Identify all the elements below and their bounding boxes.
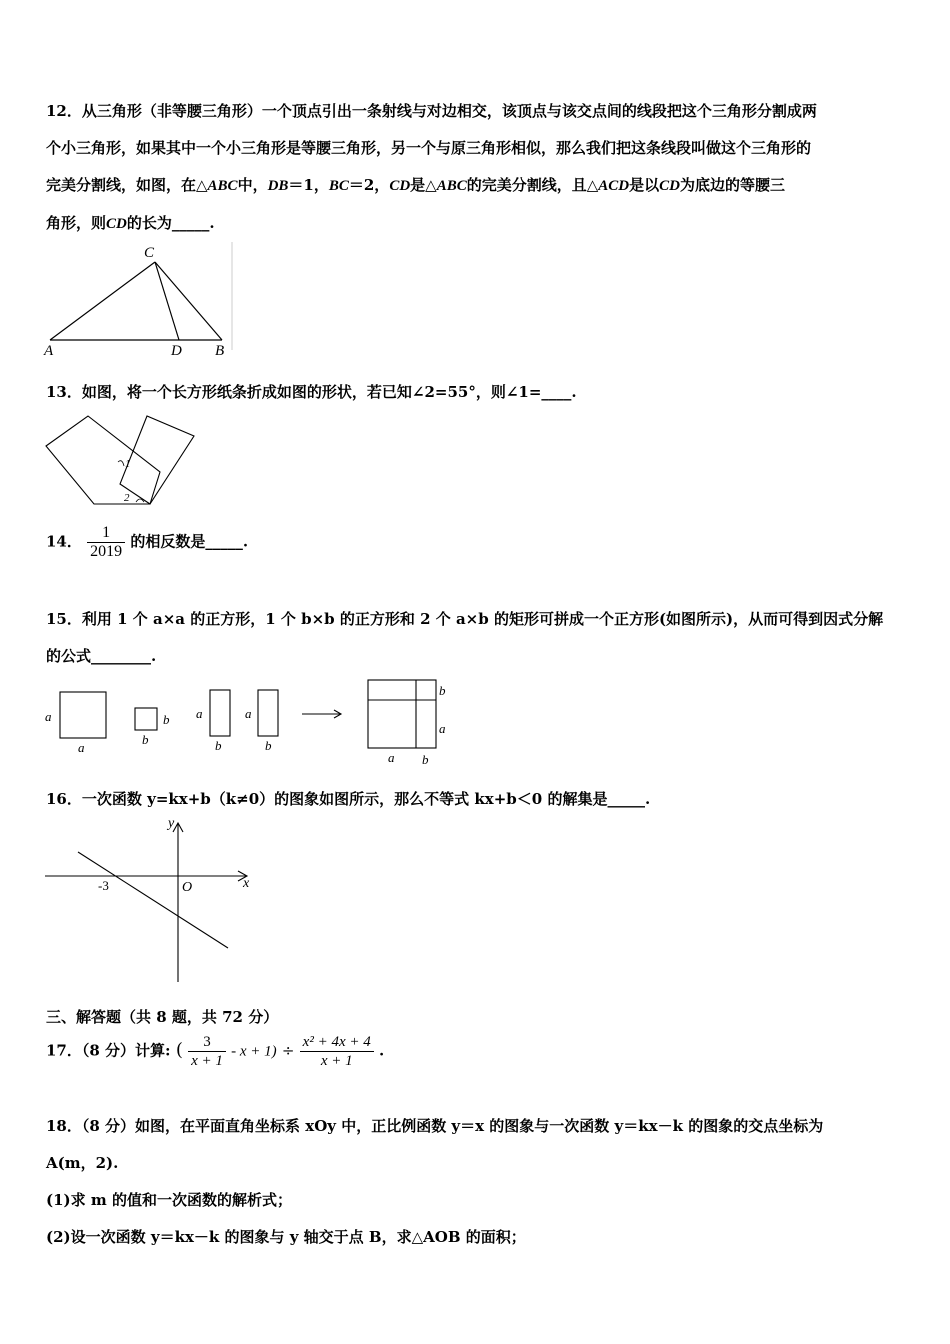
question-12 [46,93,914,243]
question-17: 17．（8 分）计算: ( $\frac{3}{x + 1}$ - x + 1) ÷ $\frac{\text{x² + 4x + 4}}{x + 1}$ . [46,1034,385,1069]
question-16 [46,781,914,818]
q17-fraction-2: $\frac{\text{x² + 4x + 4}}{x + 1}$ [300,1033,374,1070]
svg-text:b: b [265,738,272,753]
triangle-figure [40,242,240,360]
svg-text:b: b [142,732,149,747]
section-heading: 三、解答题（共 8 题，共 72 分） [46,1008,279,1026]
label-a: A [44,343,54,359]
q12-line-3: 完美分割线，如图，在△ABC中，DB＝1，BC＝2，CD是△ABC的完美分割线，且△ACD是以CD为底边的等腰三 [46,176,785,194]
q15-line-1: 15．利用 1 个 a×a 的正方形，1 个 b×b 的正方形和 2 个 a×b 的矩形可拼成一个正方形(如图所示)，从而可得到因式分解 [46,610,884,628]
q12-line-1: 12．从三角形（非等腰三角形）一个顶点引出一条射线与对边相交，该顶点与该交点间的线段把这个三角形分割成两 [46,102,817,120]
q12-line-2: 个小三角形，如果其中一个小三角形是等腰三角形，另一个与原三角形相似，那么我们把这条线段叫做这个三角形的 [46,139,812,157]
label-b: B [215,343,225,359]
q18-line-4: (2)设一次函数 y＝kx－k 的图象与 y 轴交于点 B，求△AOB 的面积； [46,1228,526,1246]
q12-line-4: 角形，则CD的长为_____. [46,214,215,232]
label-d: D [171,343,182,359]
svg-text:a: a [388,750,395,765]
intercept-label: -3 [98,878,109,893]
q18-line-1: 18．（8 分）如图，在平面直角坐标系 xOy 中，正比例函数 y＝x 的图象与一次函数 y＝kx－k 的图象的交点坐标为 [46,1117,824,1135]
linear-graph-figure [40,814,260,986]
q16-text: 16．一次函数 y=kx+b（k≠0）的图象如图所示，那么不等式 kx+b＜0 的解集是_____. [46,790,651,808]
question-15 [46,601,914,675]
question-14 [46,524,914,561]
angle-2-label: 2 [124,492,130,504]
q17-fraction-1: $\frac{3}{x + 1}$ [188,1033,226,1070]
svg-text:a: a [45,709,52,724]
svg-text:a: a [245,706,252,721]
squares-figure [40,676,460,768]
q14-suffix: 的相反数是_____. [130,532,249,551]
q13-text: 13．如图，将一个长方形纸条折成如图的形状，若已知∠2=55°，则∠1=____. [46,383,577,401]
svg-text:b: b [439,683,446,698]
q18-line-3: (1)求 m 的值和一次函数的解析式； [46,1191,292,1209]
svg-text:b: b [163,712,170,727]
origin-label: O [182,880,193,895]
label-c: C [144,245,155,261]
svg-text:b: b [422,752,429,767]
q17-middle: - x + 1) [231,1043,277,1060]
x-axis-label: x [243,876,250,891]
q17-prefix: 17．（8 分）计算: [46,1041,171,1060]
q18-line-2: A(m，2). [46,1154,119,1172]
question-13 [46,374,914,411]
folded-strip-figure [42,412,202,512]
svg-text:b: b [215,738,222,753]
y-axis-label: y [168,816,175,831]
svg-text:a: a [196,706,203,721]
question-18 [46,1108,914,1256]
svg-text:a: a [439,721,446,736]
q15-line-2: 的公式________. [46,647,157,665]
svg-text:a: a [78,740,85,755]
angle-1-label: 1 [125,458,131,470]
q14-fraction: $\frac{1}{2019}$ [87,524,125,561]
q14-prefix: 14． [46,532,82,551]
